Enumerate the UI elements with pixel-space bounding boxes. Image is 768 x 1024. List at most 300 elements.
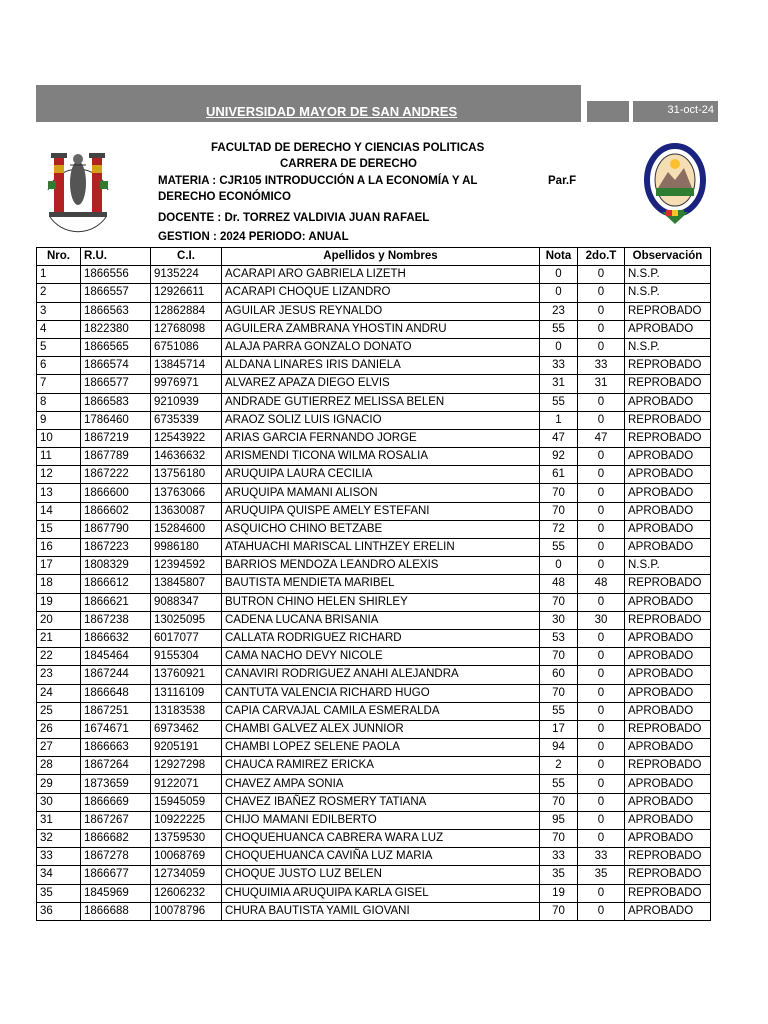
row-ru: 1866556 xyxy=(81,266,151,284)
row-second-try: 0 xyxy=(578,757,625,775)
row-name: CHAMBI GALVEZ ALEX JUNNIOR xyxy=(222,720,540,738)
row-grade: 33 xyxy=(540,357,578,375)
row-observation: APROBADO xyxy=(625,393,711,411)
table-row xyxy=(37,320,711,338)
row-ru: 1822380 xyxy=(81,320,151,338)
row-ru: 1674671 xyxy=(81,720,151,738)
row-name: ANDRADE GUTIERREZ MELISSA BELEN xyxy=(222,393,540,411)
table-row xyxy=(37,902,711,920)
row-nro: 6 xyxy=(37,357,81,375)
row-second-try: 0 xyxy=(578,666,625,684)
row-name: CHAMBI LOPEZ SELENE PAOLA xyxy=(222,739,540,757)
table-row xyxy=(37,484,711,502)
row-ci: 12394592 xyxy=(151,557,222,575)
row-ci: 15284600 xyxy=(151,520,222,538)
row-grade: 61 xyxy=(540,466,578,484)
row-observation: APROBADO xyxy=(625,830,711,848)
row-nro: 13 xyxy=(37,484,81,502)
row-grade: 70 xyxy=(540,484,578,502)
title-bar xyxy=(36,85,581,122)
row-grade: 0 xyxy=(540,338,578,356)
law-faculty-logo-icon xyxy=(28,135,128,235)
row-grade: 35 xyxy=(540,866,578,884)
table-row xyxy=(37,393,711,411)
table-row xyxy=(37,684,711,702)
row-nro: 27 xyxy=(37,739,81,757)
row-ci: 12768098 xyxy=(151,320,222,338)
row-name: ASQUICHO CHINO BETZABE xyxy=(222,520,540,538)
row-second-try: 0 xyxy=(578,811,625,829)
row-nro: 11 xyxy=(37,448,81,466)
row-nro: 33 xyxy=(37,848,81,866)
row-observation: REPROBADO xyxy=(625,429,711,447)
row-nro: 5 xyxy=(37,338,81,356)
row-ci: 9205191 xyxy=(151,739,222,757)
row-ru: 1867222 xyxy=(81,466,151,484)
row-ru: 1867244 xyxy=(81,666,151,684)
row-ru: 1866632 xyxy=(81,629,151,647)
row-grade: 70 xyxy=(540,830,578,848)
col-header-grade: Nota xyxy=(540,248,578,266)
row-second-try: 0 xyxy=(578,739,625,757)
row-ci: 12862884 xyxy=(151,302,222,320)
row-name: CHIJO MAMANI EDILBERTO xyxy=(222,811,540,829)
row-ci: 9976971 xyxy=(151,375,222,393)
table-row xyxy=(37,466,711,484)
row-observation: APROBADO xyxy=(625,320,711,338)
row-ci: 13763066 xyxy=(151,484,222,502)
row-observation: APROBADO xyxy=(625,775,711,793)
row-ru: 1808329 xyxy=(81,557,151,575)
row-grade: 1 xyxy=(540,411,578,429)
row-name: CHOQUE JUSTO LUZ BELEN xyxy=(222,866,540,884)
row-observation: APROBADO xyxy=(625,666,711,684)
row-ru: 1866621 xyxy=(81,593,151,611)
row-nro: 26 xyxy=(37,720,81,738)
row-grade: 70 xyxy=(540,648,578,666)
row-ru: 1867223 xyxy=(81,539,151,557)
row-ci: 12543922 xyxy=(151,429,222,447)
row-ru: 1866677 xyxy=(81,866,151,884)
row-second-try: 30 xyxy=(578,611,625,629)
row-ci: 12606232 xyxy=(151,884,222,902)
row-grade: 33 xyxy=(540,848,578,866)
row-observation: REPROBADO xyxy=(625,411,711,429)
table-row xyxy=(37,793,711,811)
row-grade: 0 xyxy=(540,266,578,284)
row-nro: 19 xyxy=(37,593,81,611)
table-row xyxy=(37,757,711,775)
row-ru: 1867790 xyxy=(81,520,151,538)
row-nro: 15 xyxy=(37,520,81,538)
row-nro: 35 xyxy=(37,884,81,902)
table-row xyxy=(37,411,711,429)
row-nro: 4 xyxy=(37,320,81,338)
row-name: ATAHUACHI MARISCAL LINTHZEY ERELIN xyxy=(222,539,540,557)
row-name: ALAJA PARRA GONZALO DONATO xyxy=(222,338,540,356)
row-observation: APROBADO xyxy=(625,739,711,757)
row-ru: 1866565 xyxy=(81,338,151,356)
table-row xyxy=(37,830,711,848)
row-name: ARISMENDI TICONA WILMA ROSALIA xyxy=(222,448,540,466)
university-title: UNIVERSIDAD MAYOR DE SAN ANDRES xyxy=(206,104,458,119)
row-name: ALDANA LINARES IRIS DANIELA xyxy=(222,357,540,375)
row-ru: 1866583 xyxy=(81,393,151,411)
row-grade: 55 xyxy=(540,539,578,557)
row-ci: 13116109 xyxy=(151,684,222,702)
table-row xyxy=(37,375,711,393)
row-nro: 28 xyxy=(37,757,81,775)
row-ci: 13025095 xyxy=(151,611,222,629)
row-grade: 17 xyxy=(540,720,578,738)
period-info: GESTION : 2024 PERIODO: ANUAL xyxy=(158,231,349,243)
row-ru: 1866688 xyxy=(81,902,151,920)
row-second-try: 0 xyxy=(578,393,625,411)
row-ru: 1866612 xyxy=(81,575,151,593)
row-name: ACARAPI CHOQUE LIZANDRO xyxy=(222,284,540,302)
row-ci: 14636632 xyxy=(151,448,222,466)
row-grade: 53 xyxy=(540,629,578,647)
row-name: ARUQUIPA MAMANI ALISON xyxy=(222,484,540,502)
table-row xyxy=(37,720,711,738)
row-name: CHAVEZ AMPA SONIA xyxy=(222,775,540,793)
row-grade: 94 xyxy=(540,739,578,757)
row-grade: 55 xyxy=(540,702,578,720)
table-row xyxy=(37,739,711,757)
row-name: CANTUTA VALENCIA RICHARD HUGO xyxy=(222,684,540,702)
row-second-try: 35 xyxy=(578,866,625,884)
row-observation: APROBADO xyxy=(625,520,711,538)
row-name: ALVAREZ APAZA DIEGO ELVIS xyxy=(222,375,540,393)
row-observation: APROBADO xyxy=(625,793,711,811)
row-observation: APROBADO xyxy=(625,902,711,920)
row-nro: 23 xyxy=(37,666,81,684)
row-ru: 1866682 xyxy=(81,830,151,848)
row-second-try: 0 xyxy=(578,266,625,284)
row-grade: 2 xyxy=(540,757,578,775)
row-second-try: 48 xyxy=(578,575,625,593)
row-second-try: 0 xyxy=(578,411,625,429)
row-second-try: 0 xyxy=(578,484,625,502)
row-second-try: 0 xyxy=(578,702,625,720)
row-ru: 1867264 xyxy=(81,757,151,775)
table-row xyxy=(37,539,711,557)
table-row xyxy=(37,338,711,356)
row-observation: N.S.P. xyxy=(625,284,711,302)
row-second-try: 0 xyxy=(578,648,625,666)
row-ci: 6017077 xyxy=(151,629,222,647)
row-name: CANAVIRI RODRIGUEZ ANAHI ALEJANDRA xyxy=(222,666,540,684)
row-second-try: 31 xyxy=(578,375,625,393)
row-observation: APROBADO xyxy=(625,811,711,829)
table-row xyxy=(37,266,711,284)
table-row xyxy=(37,502,711,520)
table-row xyxy=(37,302,711,320)
table-row xyxy=(37,629,711,647)
row-ci: 13759530 xyxy=(151,830,222,848)
row-observation: APROBADO xyxy=(625,648,711,666)
row-grade: 70 xyxy=(540,793,578,811)
row-second-try: 0 xyxy=(578,320,625,338)
row-ci: 9122071 xyxy=(151,775,222,793)
row-observation: REPROBADO xyxy=(625,866,711,884)
row-nro: 7 xyxy=(37,375,81,393)
col-header-second-try: 2do.T xyxy=(578,248,625,266)
row-nro: 8 xyxy=(37,393,81,411)
table-row xyxy=(37,429,711,447)
row-second-try: 0 xyxy=(578,775,625,793)
col-header-nro: Nro. xyxy=(37,248,81,266)
table-row xyxy=(37,848,711,866)
row-ru: 1867238 xyxy=(81,611,151,629)
row-nro: 36 xyxy=(37,902,81,920)
row-second-try: 0 xyxy=(578,284,625,302)
row-grade: 19 xyxy=(540,884,578,902)
row-nro: 9 xyxy=(37,411,81,429)
row-nro: 31 xyxy=(37,811,81,829)
row-nro: 2 xyxy=(37,284,81,302)
row-ci: 6973462 xyxy=(151,720,222,738)
row-name: CHUQUIMIA ARUQUIPA KARLA GISEL xyxy=(222,884,540,902)
table-row xyxy=(37,611,711,629)
row-ru: 1866669 xyxy=(81,793,151,811)
row-ru: 1866602 xyxy=(81,502,151,520)
col-header-ru: R.U. xyxy=(81,248,151,266)
row-grade: 0 xyxy=(540,284,578,302)
row-ci: 6751086 xyxy=(151,338,222,356)
row-ci: 13630087 xyxy=(151,502,222,520)
row-name: BAUTISTA MENDIETA MARIBEL xyxy=(222,575,540,593)
table-row xyxy=(37,357,711,375)
row-observation: APROBADO xyxy=(625,539,711,557)
table-row xyxy=(37,811,711,829)
row-second-try: 0 xyxy=(578,502,625,520)
table-row xyxy=(37,702,711,720)
row-grade: 23 xyxy=(540,302,578,320)
row-second-try: 33 xyxy=(578,357,625,375)
row-ru: 1866600 xyxy=(81,484,151,502)
row-name: CHAUCA RAMIREZ ERICKA xyxy=(222,757,540,775)
row-name: AGUILAR JESUS REYNALDO xyxy=(222,302,540,320)
row-grade: 55 xyxy=(540,320,578,338)
row-observation: REPROBADO xyxy=(625,575,711,593)
row-nro: 24 xyxy=(37,684,81,702)
row-name: CHOQUEHUANCA CAVIÑA LUZ MARIA xyxy=(222,848,540,866)
row-ci: 10078796 xyxy=(151,902,222,920)
row-observation: N.S.P. xyxy=(625,266,711,284)
row-grade: 70 xyxy=(540,902,578,920)
row-grade: 30 xyxy=(540,611,578,629)
row-second-try: 0 xyxy=(578,448,625,466)
table-row xyxy=(37,520,711,538)
row-name: CAMA NACHO DEVY NICOLE xyxy=(222,648,540,666)
grades-table xyxy=(36,247,711,921)
row-observation: REPROBADO xyxy=(625,884,711,902)
row-ci: 9155304 xyxy=(151,648,222,666)
row-name: ARAOZ SOLIZ LUIS IGNACIO xyxy=(222,411,540,429)
row-observation: REPROBADO xyxy=(625,357,711,375)
row-ru: 1867278 xyxy=(81,848,151,866)
row-grade: 48 xyxy=(540,575,578,593)
row-second-try: 0 xyxy=(578,466,625,484)
table-row xyxy=(37,866,711,884)
row-nro: 18 xyxy=(37,575,81,593)
row-ci: 9210939 xyxy=(151,393,222,411)
row-observation: APROBADO xyxy=(625,448,711,466)
row-name: BARRIOS MENDOZA LEANDRO ALEXIS xyxy=(222,557,540,575)
table-row xyxy=(37,284,711,302)
table-header-row xyxy=(37,248,711,266)
row-second-try: 0 xyxy=(578,520,625,538)
row-name: AGUILERA ZAMBRANA YHOSTIN ANDRU xyxy=(222,320,540,338)
row-ci: 13760921 xyxy=(151,666,222,684)
row-ru: 1866574 xyxy=(81,357,151,375)
row-name: CAPIA CARVAJAL CAMILA ESMERALDA xyxy=(222,702,540,720)
subject-line-1: MATERIA : CJR105 INTRODUCCIÓN A LA ECONOMÍA Y AL xyxy=(158,175,478,187)
row-ru: 1866557 xyxy=(81,284,151,302)
row-observation: REPROBADO xyxy=(625,611,711,629)
row-name: BUTRON CHINO HELEN SHIRLEY xyxy=(222,593,540,611)
row-ru: 1845464 xyxy=(81,648,151,666)
row-observation: APROBADO xyxy=(625,629,711,647)
row-nro: 10 xyxy=(37,429,81,447)
row-nro: 12 xyxy=(37,466,81,484)
table-row xyxy=(37,775,711,793)
row-ci: 10922225 xyxy=(151,811,222,829)
row-observation: REPROBADO xyxy=(625,757,711,775)
row-grade: 60 xyxy=(540,666,578,684)
table-row xyxy=(37,648,711,666)
row-nro: 29 xyxy=(37,775,81,793)
row-observation: APROBADO xyxy=(625,502,711,520)
career-name: CARRERA DE DERECHO xyxy=(280,158,417,170)
row-grade: 70 xyxy=(540,502,578,520)
row-nro: 17 xyxy=(37,557,81,575)
row-second-try: 0 xyxy=(578,884,625,902)
row-name: ARUQUIPA QUISPE AMELY ESTEFANI xyxy=(222,502,540,520)
row-observation: N.S.P. xyxy=(625,557,711,575)
row-nro: 25 xyxy=(37,702,81,720)
row-observation: REPROBADO xyxy=(625,302,711,320)
row-grade: 70 xyxy=(540,684,578,702)
subject-line-2: DERECHO ECONÓMICO xyxy=(158,191,291,203)
row-second-try: 0 xyxy=(578,684,625,702)
parallel-label: Par.F xyxy=(548,175,577,187)
table-row xyxy=(37,557,711,575)
table-row xyxy=(37,884,711,902)
row-ci: 12927298 xyxy=(151,757,222,775)
row-grade: 55 xyxy=(540,775,578,793)
row-second-try: 0 xyxy=(578,302,625,320)
row-observation: N.S.P. xyxy=(625,338,711,356)
row-nro: 34 xyxy=(37,866,81,884)
row-name: CHURA BAUTISTA YAMIL GIOVANI xyxy=(222,902,540,920)
table-row xyxy=(37,666,711,684)
row-observation: APROBADO xyxy=(625,484,711,502)
row-nro: 30 xyxy=(37,793,81,811)
row-nro: 32 xyxy=(37,830,81,848)
row-grade: 55 xyxy=(540,393,578,411)
row-ru: 1866577 xyxy=(81,375,151,393)
row-second-try: 0 xyxy=(578,830,625,848)
row-ci: 9135224 xyxy=(151,266,222,284)
row-second-try: 47 xyxy=(578,429,625,447)
row-ru: 1873659 xyxy=(81,775,151,793)
row-ru: 1866648 xyxy=(81,684,151,702)
row-second-try: 0 xyxy=(578,629,625,647)
table-row xyxy=(37,593,711,611)
teacher-name: DOCENTE : Dr. TORREZ VALDIVIA JUAN RAFAEL xyxy=(158,212,430,224)
col-header-observation: Observación xyxy=(625,248,711,266)
row-second-try: 0 xyxy=(578,557,625,575)
row-nro: 1 xyxy=(37,266,81,284)
row-observation: REPROBADO xyxy=(625,375,711,393)
faculty-name: FACULTAD DE DERECHO Y CIENCIAS POLITICAS xyxy=(211,142,485,154)
row-ci: 9986180 xyxy=(151,539,222,557)
table-row xyxy=(37,575,711,593)
row-second-try: 0 xyxy=(578,539,625,557)
row-observation: APROBADO xyxy=(625,466,711,484)
col-header-ci: C.I. xyxy=(151,248,222,266)
row-name: ACARAPI ARO GABRIELA LIZETH xyxy=(222,266,540,284)
row-observation: REPROBADO xyxy=(625,848,711,866)
row-second-try: 0 xyxy=(578,338,625,356)
row-second-try: 0 xyxy=(578,720,625,738)
row-nro: 14 xyxy=(37,502,81,520)
row-name: CHAVEZ IBAÑEZ ROSMERY TATIANA xyxy=(222,793,540,811)
row-ru: 1867251 xyxy=(81,702,151,720)
row-nro: 21 xyxy=(37,629,81,647)
title-bar-spacer xyxy=(587,101,629,122)
row-second-try: 33 xyxy=(578,848,625,866)
col-header-name: Apellidos y Nombres xyxy=(222,248,540,266)
row-ci: 10068769 xyxy=(151,848,222,866)
row-ru: 1867219 xyxy=(81,429,151,447)
row-name: CADENA LUCANA BRISANIA xyxy=(222,611,540,629)
row-ci: 6735339 xyxy=(151,411,222,429)
row-grade: 92 xyxy=(540,448,578,466)
row-ru: 1867267 xyxy=(81,811,151,829)
row-grade: 95 xyxy=(540,811,578,829)
row-ru: 1866663 xyxy=(81,739,151,757)
row-name: CALLATA RODRIGUEZ RICHARD xyxy=(222,629,540,647)
row-observation: APROBADO xyxy=(625,702,711,720)
row-ru: 1867789 xyxy=(81,448,151,466)
row-ci: 13756180 xyxy=(151,466,222,484)
date-box xyxy=(633,101,718,122)
row-name: ARIAS GARCIA FERNANDO JORGE xyxy=(222,429,540,447)
row-grade: 31 xyxy=(540,375,578,393)
table-row xyxy=(37,448,711,466)
row-nro: 22 xyxy=(37,648,81,666)
row-ru: 1786460 xyxy=(81,411,151,429)
row-ci: 15945059 xyxy=(151,793,222,811)
row-observation: APROBADO xyxy=(625,593,711,611)
row-ci: 12734059 xyxy=(151,866,222,884)
row-second-try: 0 xyxy=(578,793,625,811)
row-name: CHOQUEHUANCA CABRERA WARA LUZ xyxy=(222,830,540,848)
row-ci: 13845807 xyxy=(151,575,222,593)
row-grade: 72 xyxy=(540,520,578,538)
row-grade: 0 xyxy=(540,557,578,575)
row-nro: 16 xyxy=(37,539,81,557)
university-shield-logo-icon xyxy=(640,140,710,232)
row-second-try: 0 xyxy=(578,593,625,611)
row-observation: REPROBADO xyxy=(625,720,711,738)
row-second-try: 0 xyxy=(578,902,625,920)
row-grade: 70 xyxy=(540,593,578,611)
row-nro: 3 xyxy=(37,302,81,320)
